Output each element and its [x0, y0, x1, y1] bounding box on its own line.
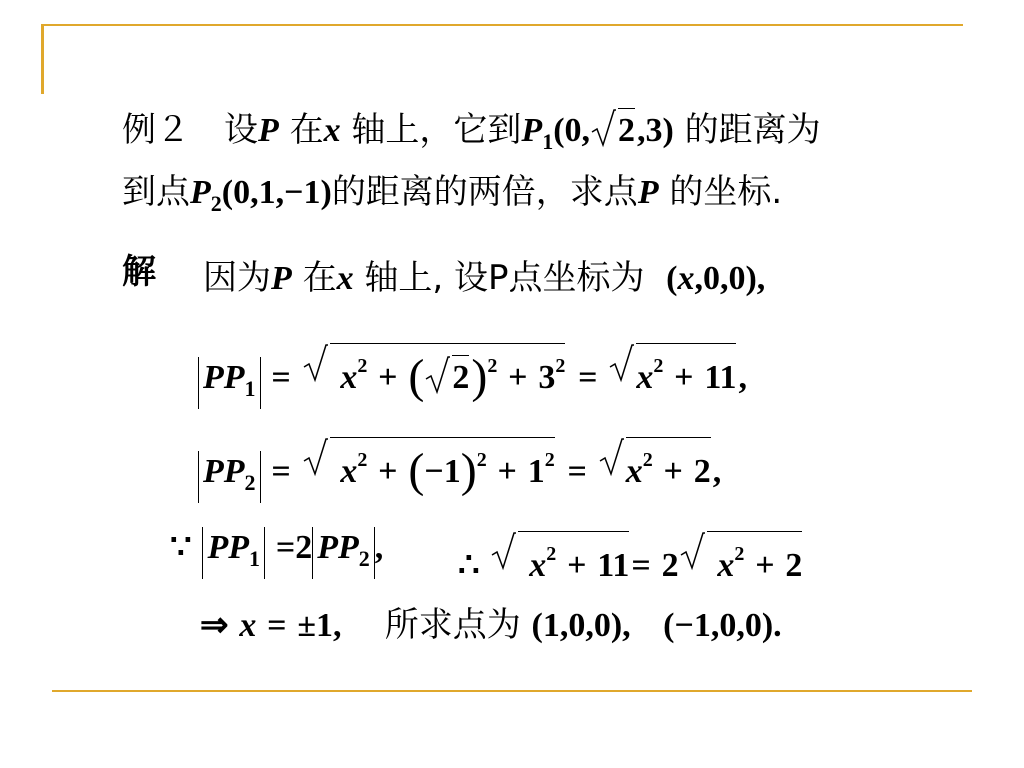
example-lead: 例２ 设: [122, 110, 258, 150]
plus: +: [755, 547, 775, 584]
plus: +: [567, 547, 587, 584]
var-x: x: [529, 547, 547, 584]
radicand: 2: [618, 108, 635, 151]
abs-pp1: [202, 527, 265, 579]
var-p2: P: [190, 174, 211, 211]
subscript: 1: [244, 376, 256, 401]
text: 的距离为: [673, 110, 821, 150]
therefore-symbol: ∴: [458, 547, 480, 584]
solution-line-1: [203, 258, 765, 299]
coord: (: [666, 260, 678, 297]
coord: ,3): [637, 112, 674, 149]
subscript: 1: [542, 129, 554, 154]
plus: +: [378, 359, 398, 396]
sqrt-result: $x^2 + 2$: [598, 437, 713, 492]
var-pp: PP: [317, 529, 359, 566]
equals: =: [567, 453, 587, 490]
comma: ,: [374, 529, 384, 566]
radicand: 2: [452, 355, 469, 398]
answer-text: 所求点为: [384, 605, 521, 645]
equals: =: [267, 607, 287, 644]
point-1: (1,0,0),: [531, 607, 631, 644]
coord: (0,: [553, 112, 591, 149]
var-x: x: [336, 260, 354, 297]
equals: =: [271, 453, 291, 490]
text: 的坐标.: [658, 172, 783, 212]
subscript: 2: [358, 546, 370, 571]
var-p: P: [637, 174, 659, 211]
var-x: x: [323, 112, 341, 149]
equation-condition: [170, 527, 383, 579]
text: 轴上，它到: [340, 110, 522, 150]
sqrt-left: [490, 531, 631, 586]
problem-line-1: [122, 108, 821, 162]
sqrt-result: $x^2 + 11$: [608, 343, 738, 398]
abs-pp2: [312, 527, 375, 579]
sqrt-right: $x^2 + 2$: [679, 531, 805, 586]
var-pp: PP: [203, 453, 245, 490]
two: 2: [295, 529, 313, 566]
var-pp: PP: [203, 359, 245, 396]
var-p: P: [271, 260, 292, 297]
text: 因为: [203, 258, 271, 298]
jie-label: 解: [122, 252, 156, 292]
final-answer: [200, 605, 782, 646]
text: 到点: [122, 172, 190, 212]
sqrt-sum: $x^2$ + ( $2)^2 + 3^2$: [302, 343, 568, 398]
equation-pp2: $PP_2$ = $x^2 + (-1)^2 + 1^2$ = $x^2 + 2$,: [198, 437, 721, 503]
sqrt-sum: $x^2 + (-1)^2 + 1^2$: [302, 437, 557, 492]
var-x: x: [625, 453, 643, 490]
two: 2: [661, 547, 679, 584]
equals: =: [578, 359, 598, 396]
exponent: 2: [357, 449, 368, 471]
equals: =: [275, 529, 296, 566]
two: 2: [785, 547, 803, 584]
text: 的距离的两倍，求点: [331, 172, 638, 212]
abs-pp1: [198, 357, 261, 409]
equation-therefore: [458, 531, 804, 586]
implies-symbol: ⇒: [200, 607, 229, 644]
var-x: x: [677, 260, 695, 297]
text: 在: [291, 258, 337, 298]
var-p: P: [258, 112, 279, 149]
exponent: 2: [357, 355, 368, 377]
top-left-vertical-rule: [41, 24, 44, 94]
text: 在: [278, 110, 324, 150]
subscript: 2: [244, 470, 256, 495]
var-x: x: [340, 359, 358, 396]
equals: =: [631, 547, 651, 584]
var-x: x: [340, 453, 358, 490]
abs-pp2: [198, 451, 261, 503]
subscript: 2: [210, 191, 222, 216]
plus: +: [674, 359, 694, 396]
bottom-horizontal-rule: [52, 690, 972, 692]
text: 轴上, 设P点坐标为: [353, 258, 645, 298]
problem-line-2: [122, 172, 782, 224]
exponent: 2: [546, 543, 557, 565]
because-symbol: ∵: [170, 529, 192, 566]
plus-minus-one: ±1,: [297, 607, 342, 644]
top-horizontal-rule: [41, 24, 963, 26]
plus: +: [508, 359, 528, 396]
equals: =: [271, 359, 291, 396]
equation-pp1: $PP_1$ = $x^2$ + ( $2)^2 + 3^2$ = $x^2 + 11$,: [198, 343, 747, 409]
coord: ,0,0),: [694, 260, 766, 297]
neg-one: −1: [424, 453, 461, 490]
three: 3: [538, 359, 556, 396]
var-p1: P: [521, 112, 543, 149]
sqrt-2: [424, 355, 471, 398]
point-2: (−1,0,0).: [663, 607, 782, 644]
var-pp: PP: [207, 529, 249, 566]
sqrt: [590, 108, 637, 151]
eleven: 11: [597, 547, 630, 584]
plus: +: [663, 453, 683, 490]
var-x: x: [636, 359, 654, 396]
plus: +: [378, 453, 398, 490]
var-x: x: [717, 547, 735, 584]
coord: (0,1,−1): [221, 174, 332, 211]
var-x: x: [239, 607, 257, 644]
subscript: 1: [249, 546, 260, 571]
plus: +: [497, 453, 517, 490]
one: 1: [527, 453, 545, 490]
solution-jie: [122, 252, 156, 292]
